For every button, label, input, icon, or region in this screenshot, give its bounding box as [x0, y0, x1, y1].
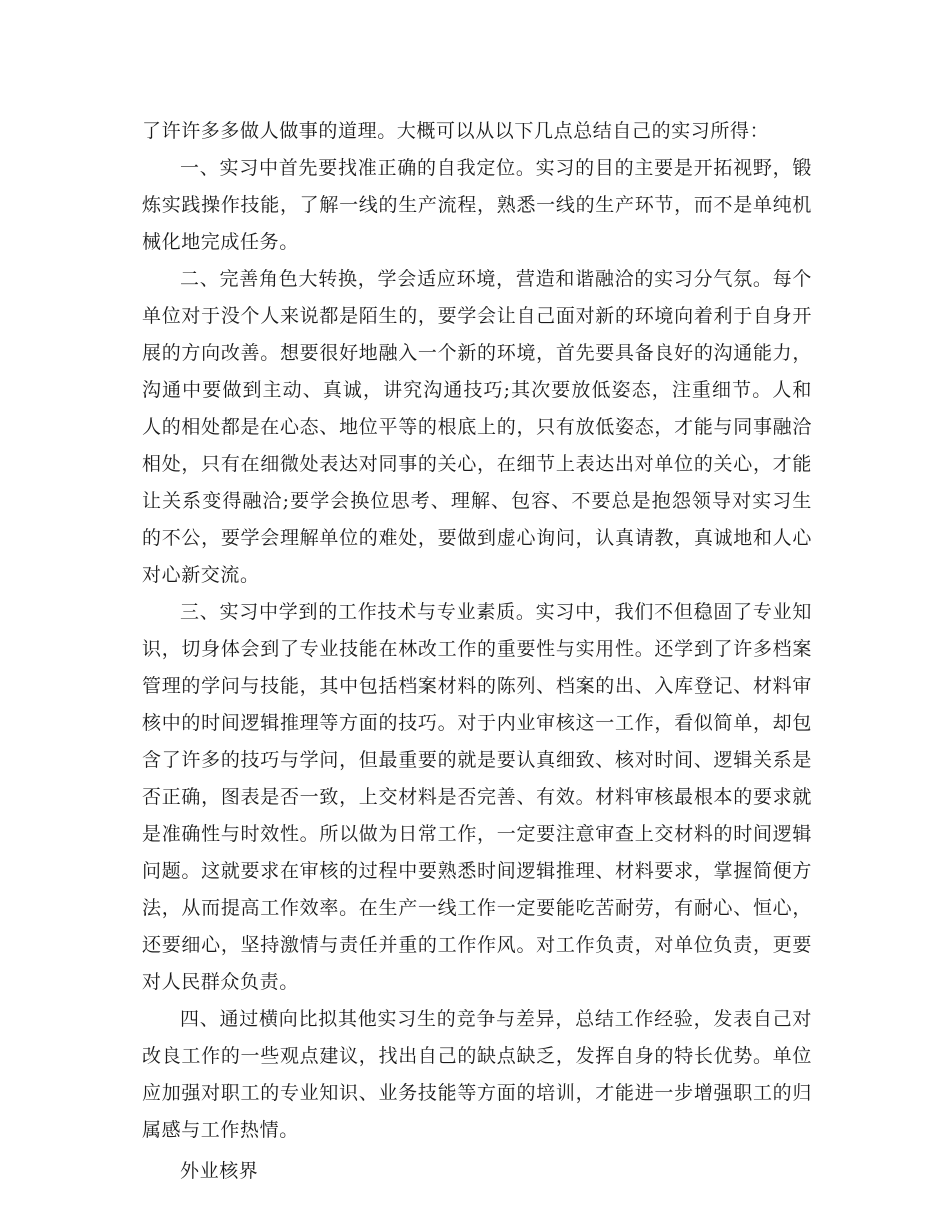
document-body [142, 113, 812, 1190]
paragraph-point-one: 一、实习中首先要找准正确的自我定位。实习的目的主要是开拓视野，锻炼实践操作技能，了解一线的生产流程，熟悉一线的生产环节，而不是单纯机械化地完成任务。 [142, 157, 812, 253]
paragraph-point-two: 二、完善角色大转换，学会适应环境，营造和谐融洽的实习分气氛。每个单位对于没个人来说都是陌生的，要学会让自己面对新的环境向着利于自身开展的方向改善。想要很好地融入一个新的环境，首先要具备良好的沟通能力，沟通中要做到主动、真诚，讲究沟通技巧;其次要放低姿态，注重细节。人和人的相处都是在心态、地位平等的根底上的，只有放低姿态，才能与同事融洽相处，只有在细微处表达对同事的关心，在细节上表达出对单位的关心，才能让关系变得融洽;要学会换位思考、理解、包容、不要总是抱怨领导对实习生的不公，要学会理解单位的难处，要做到虚心询问，认真请教，真诚地和人心对心新交流。 [142, 268, 812, 586]
section-heading: 外业核界 [180, 1160, 259, 1182]
paragraph-continuation: 了许许多多做人做事的道理。大概可以从以下几点总结自己的实习所得： [142, 120, 770, 142]
paragraph-point-four: 四、通过横向比拟其他实习生的竞争与差异，总结工作经验，发表自己对改良工作的一些观点建议，找出自己的缺点缺乏，发挥自身的特长优势。单位应加强对职工的专业知识、业务技能等方面的培训，才能进一步增强职工的归属感与工作热情。 [142, 1008, 812, 1141]
paragraph-point-three: 三、实习中学到的工作技术与专业素质。实习中，我们不但稳固了专业知识，切身体会到了专业技能在林改工作的重要性与实用性。还学到了许多档案管理的学问与技能，其中包括档案材料的陈列、档案的出、入库登记、材料审核中的时间逻辑推理等方面的技巧。对于内业审核这一工作，看似简单，却包含了许多的技巧与学问，但最重要的就是要认真细致、核对时间、逻辑关系是否正确，图表是否一致，上交材料是否完善、有效。材料审核最根本的要求就是准确性与时效性。所以做为日常工作，一定要注意审查上交材料的时间逻辑问题。这就要求在审核的过程中要熟悉时间逻辑推理、材料要求，掌握简便方法，从而提高工作效率。在生产一线工作一定要能吃苦耐劳，有耐心、恒心，还要细心，坚持激情与责任并重的工作作风。对工作负责，对单位负责，更要对人民群众负责。 [142, 601, 812, 993]
